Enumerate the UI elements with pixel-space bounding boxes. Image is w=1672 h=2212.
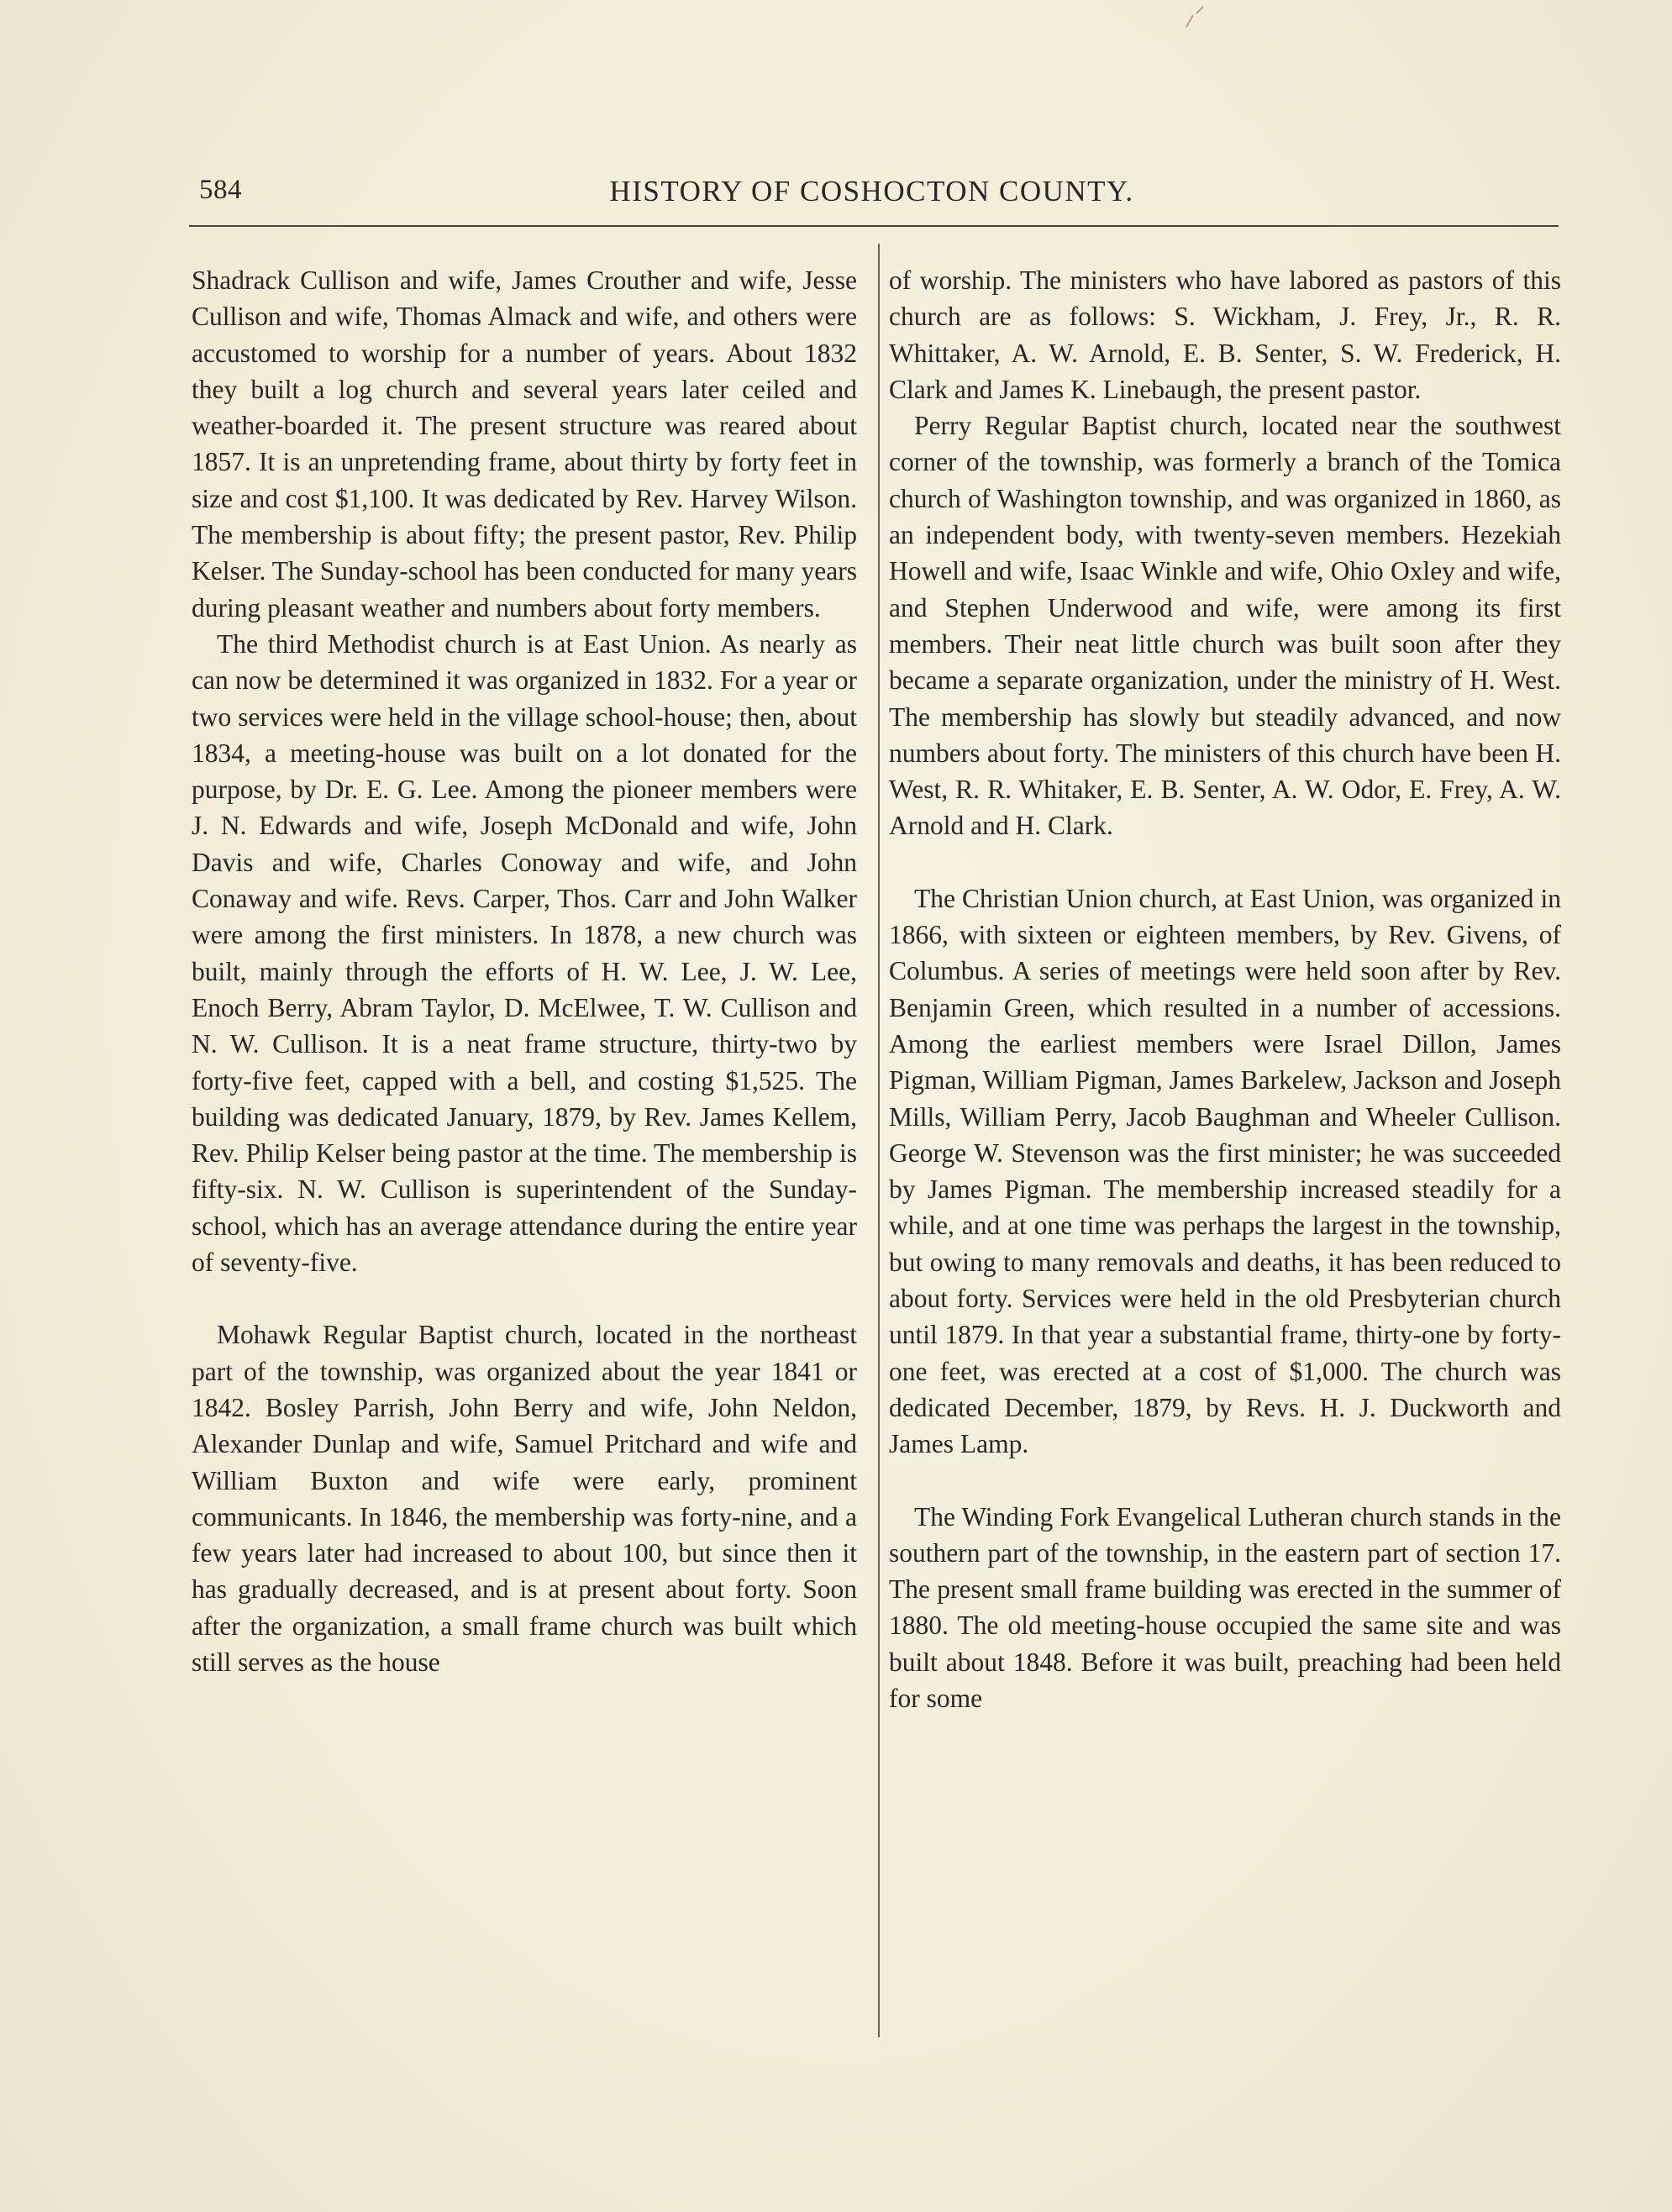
paragraph-third-methodist-church: The third Methodist church is at East Union. As nearly as can now be determined it was organized in 1832. For a year or two services were held in the village school-house; then, about 1834, a meeting-house was built on a lot donated for the purpose, by Dr. E. G. Lee. Among the pioneer members were J. N. Edwards and wife, Joseph McDonald and wife, John Davis and wife, Charles Conoway and wife, and John Conaway and wife. Revs. Carper, Thos. Carr and John Walker were among the first ministers. In 1878, a new church was built, mainly through the efforts of H. W. Lee, J. W. Lee, Enoch Berry, Abram Taylor, D. McElwee, T. W. Cullison and N. W. Cullison. It is a neat frame structure, thirty-two by forty-five feet, capped with a bell, and costing $1,525. The building was dedicated January, 1879, by Rev. James Kellem, Rev. Philip Kelser being pastor at the time. The membership is fifty-six. N. W. Cullison is superintendent of the Sunday-school, which has an average attendance during the entire year of seventy-five. [192, 628, 857, 1278]
header-rule [189, 225, 1559, 227]
column-divider [878, 244, 880, 2037]
page-header [189, 175, 1554, 217]
left-column [192, 262, 857, 1680]
paragraph-perry-baptist-church: Perry Regular Baptist church, located near the southwest corner of the township, was formerly a branch of the Tomica church of Washington township, and was organized in 1860, as an independent body, with twenty-seven members. Hezekiah Howell and wife, Isaac Winkle and wife, Ohio Oxley and wife, and Stephen Underwood and wife, were among its first members. Their neat little church was built soon after they became a separate organization, under the ministry of H. West. The membership has slowly but steadily advanced, and now numbers about forty. The ministers of this church have been H. West, R. R. Whitaker, E. B. Senter, A. W. Odor, E. Frey, A. W. Arnold and H. Clark. [889, 411, 1561, 841]
paragraph-christian-union-church: The Christian Union church, at East Union, was organized in 1866, with sixteen or eighteen members, by Rev. Givens, of Columbus. A series of meetings were held soon after by Rev. Benjamin Green, which resulted in a number of accessions. Among the earliest members were Israel Dillon, James Pigman, William Pigman, James Barkelew, Jackson and Joseph Mills, William Perry, Jacob Baughman and Wheeler Cullison. George W. Stevenson was the first minister; he was succeeded by James Pigman. The membership increased steadily for a while, and at one time was perhaps the largest in the township, but owing to many removals and deaths, it has been reduced to about forty. Services were held in the old Presbyterian church until 1879. In that year a substantial frame, thirty-one by forty-one feet, was erected at a cost of $1,000. The church was dedicated December, 1879, by Revs. H. J. Duckworth and James Lamp. [889, 883, 1561, 1459]
page-number: 584 [199, 175, 242, 205]
right-column [889, 262, 1561, 1716]
paragraph-mohawk-ministers: of worship. The ministers who have labored as pastors of this church are as follows: S. Wickham, J. Frey, Jr., R. R. Whittaker, A. W. Arnold, E. B. Senter, S. W. Frederick, H. Clark and James K. Linebaugh, the present pastor. [889, 265, 1561, 404]
running-title: HISTORY OF COSHOCTON COUNTY. [609, 175, 1134, 208]
paragraph-mohawk-baptist-church: Mohawk Regular Baptist church, located in the northeast part of the township, was organized about the year 1841 or 1842. Bosley Parrish, John Berry and wife, John Neldon, Alexander Dunlap and wife, Samuel Pritchard and wife and William Buxton and wife were early, prominent communicants. In 1846, the membership was forty-nine, and a few years later had increased to about 100, but since then it has gradually decreased, and is at present about forty. Soon after the organization, a small frame church was built which still serves as the house [192, 1320, 857, 1677]
paragraph-winding-fork-lutheran-church: The Winding Fork Evangelical Lutheran church stands in the southern part of the township, in the eastern part of section 17. The present small frame building was erected in the summer of 1880. The old meeting-house occupied the same site and was built about 1848. Before it was built, preaching had been held for some [889, 1501, 1561, 1713]
paragraph-culliison-worship: Shadrack Cullison and wife, James Crouther and wife, Jesse Cullison and wife, Thomas Almack and wife, and others were accustomed to worship for a number of years. About 1832 they built a log church and several years later ceiled and weather-boarded it. The present structure was reared about 1857. It is an unpretending frame, about thirty by forty feet in size and cost $1,100. It was dedicated by Rev. Harvey Wilson. The membership is about fifty; the present pastor, Rev. Philip Kelser. The Sunday-school has been conducted for many years during pleasant weather and numbers about forty members. [192, 265, 857, 623]
pencil-mark [1183, 5, 1207, 30]
